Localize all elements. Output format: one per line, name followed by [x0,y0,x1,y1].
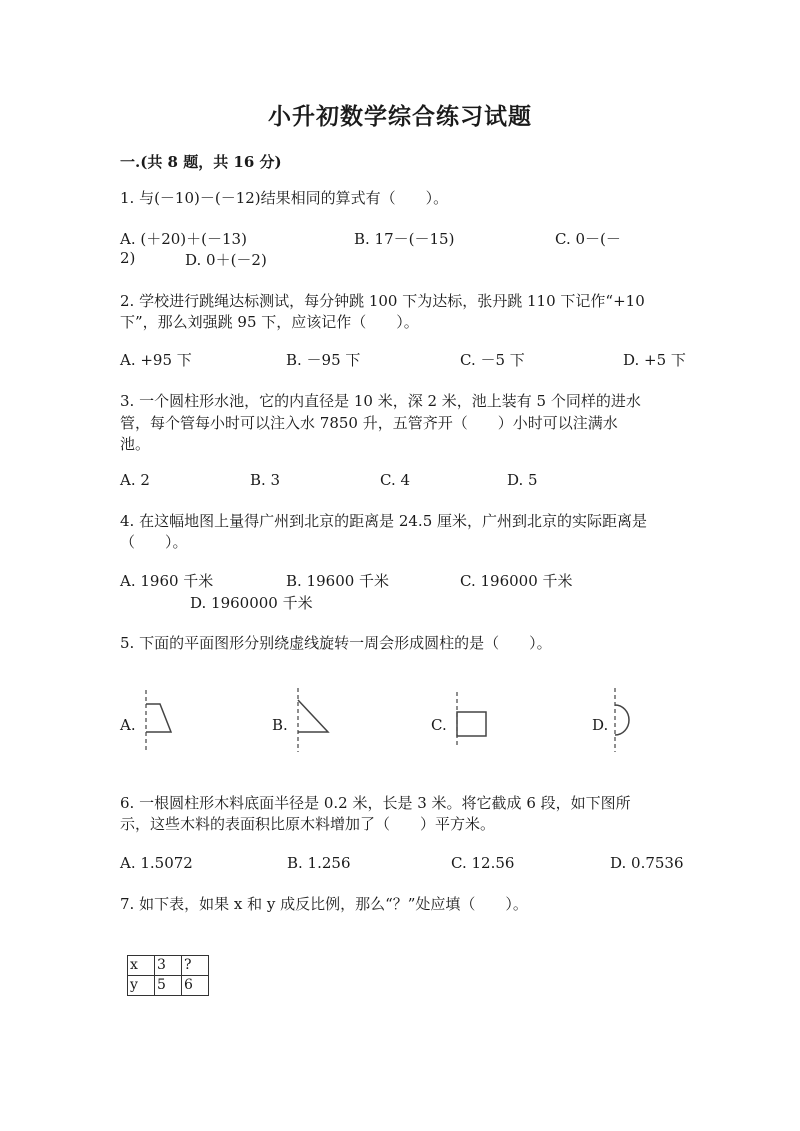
question-4-line-1: 4. 在这幅地图上量得广州到北京的距离是 24.5 厘米，广州到北京的实际距离是 [120,512,648,530]
question-2-line-1: 2. 学校进行跳绳达标测试，每分钟跳 100 下为达标，张丹跳 110 下记作“+10 [120,292,645,310]
table-row [128,976,209,996]
q5-figure-trapezoid [138,688,178,758]
q1-option-c: C. 0－(－ [555,230,621,248]
table-cell: x [128,956,155,976]
q5-figure-triangle [290,686,335,756]
q4-option-d: D. 1960000 千米 [190,594,313,612]
q5-option-d-label: D. [592,716,609,734]
q1-option-c-continued: 2) [120,249,136,267]
table-cell: 5 [155,976,182,996]
question-4-line-2: （ ）。 [120,533,188,551]
q5-option-b-label: B. [272,716,288,734]
table-cell: 6 [182,976,209,996]
xy-table [127,955,209,996]
q5-option-a-label: A. [120,716,136,734]
q4-option-b: B. 19600 千米 [286,572,390,590]
question-1-text: 1. 与(－10)－(－12)结果相同的算式有（ ）。 [120,189,449,207]
q2-option-a: A. +95 下 [120,351,192,369]
q1-option-b: B. 17－(－15) [354,230,455,248]
q5-figure-rectangle [449,690,494,750]
table-cell: ? [182,956,209,976]
q6-option-a: A. 1.5072 [120,854,193,872]
table-row [128,956,209,976]
q6-option-b: B. 1.256 [287,854,351,872]
question-7-text: 7. 如下表，如果 x 和 y 成反比例，那么“？”处应填（ ）。 [120,895,528,913]
question-6-line-2: 示，这些木料的表面积比原木料增加了（ ）平方米。 [120,815,496,833]
question-3-line-3: 池。 [120,435,151,453]
question-5-text: 5. 下面的平面图形分别绕虚线旋转一周会形成圆柱的是（ ）。 [120,634,552,652]
q3-option-a: A. 2 [120,471,150,489]
q4-option-a: A. 1960 千米 [120,572,214,590]
question-3-line-2: 管，每个管每小时可以注入水 7850 升，五管齐开（ ）小时可以注满水 [120,414,618,432]
q6-option-c: C. 12.56 [451,854,515,872]
q1-option-d: D. 0＋(－2) [185,251,267,269]
q5-option-c-label: C. [431,716,447,734]
q2-option-c: C. －5 下 [460,351,525,369]
q3-option-d: D. 5 [507,471,538,489]
q4-option-c: C. 196000 千米 [460,572,573,590]
table-cell: y [128,976,155,996]
q2-option-d: D. +5 下 [623,351,686,369]
table-cell: 3 [155,956,182,976]
q2-option-b: B. －95 下 [286,351,361,369]
page-title: 小升初数学综合练习试题 [268,103,532,130]
section-heading: 一.(共 8 题，共 16 分) [120,153,282,171]
q6-option-d: D. 0.7536 [610,854,684,872]
q1-option-a: A. (＋20)＋(－13) [120,230,247,248]
question-6-line-1: 6. 一根圆柱形木料底面半径是 0.2 米，长是 3 米。将它截成 6 段，如下图所 [120,794,631,812]
q3-option-c: C. 4 [380,471,411,489]
question-2-line-2: 下”，那么刘强跳 95 下，应该记作（ ）。 [120,313,419,331]
question-3-line-1: 3. 一个圆柱形水池，它的内直径是 10 米，深 2 米，池上装有 5 个同样的进水 [120,392,641,410]
q5-figure-semicircle [607,686,647,756]
q3-option-b: B. 3 [250,471,281,489]
